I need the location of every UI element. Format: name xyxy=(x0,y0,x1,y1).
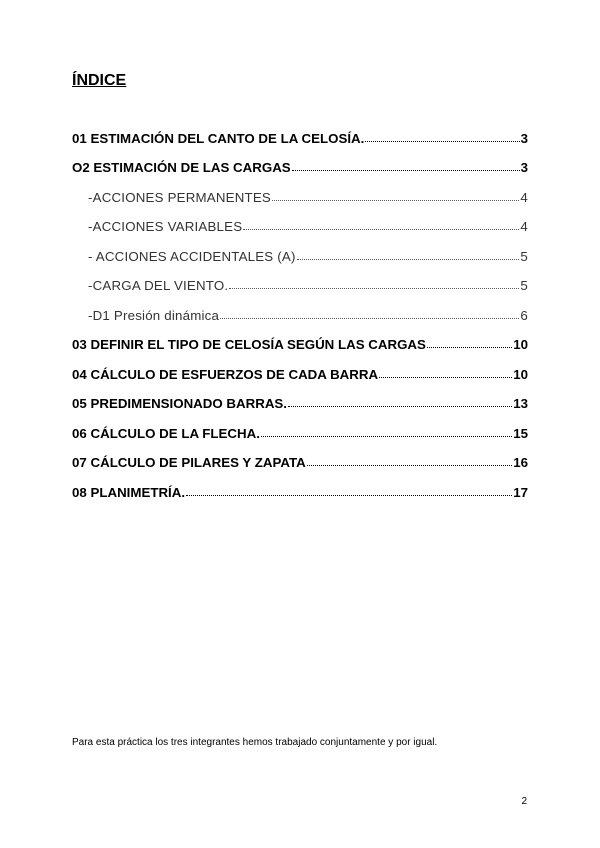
toc-entry-page: 3 xyxy=(520,160,528,175)
page-number: 2 xyxy=(521,796,527,807)
toc-entry[interactable] xyxy=(72,474,528,504)
toc-entry-page: 4 xyxy=(520,219,528,234)
toc-entry[interactable] xyxy=(72,120,528,150)
dot-leader xyxy=(427,347,512,348)
toc-entry[interactable] xyxy=(72,415,528,445)
toc-entry[interactable] xyxy=(72,150,528,180)
table-of-contents xyxy=(72,120,528,504)
toc-entry-page: 10 xyxy=(513,366,528,382)
dot-leader xyxy=(307,465,512,466)
toc-entry-label: 05 PREDIMENSIONADO BARRAS. xyxy=(72,396,287,411)
toc-entry-page: 13 xyxy=(513,396,528,411)
toc-entry-label: 07 CÁLCULO DE PILARES Y ZAPATA xyxy=(72,455,306,470)
dot-leader xyxy=(261,436,512,437)
toc-entry-label: - ACCIONES ACCIDENTALES (A) xyxy=(88,248,296,264)
toc-subentry[interactable] xyxy=(72,268,528,298)
toc-entry-page: 3 xyxy=(520,130,528,146)
toc-entry[interactable] xyxy=(72,327,528,357)
dot-leader xyxy=(220,318,519,319)
toc-subentry[interactable] xyxy=(72,209,528,239)
dot-leader xyxy=(272,200,519,201)
dot-leader xyxy=(186,495,512,496)
toc-entry-label: 01 ESTIMACIÓN DEL CANTO DE LA CELOSÍA. xyxy=(72,130,365,146)
toc-subentry[interactable] xyxy=(72,297,528,327)
toc-entry-page: 4 xyxy=(520,189,528,205)
footnote: Para esta práctica los tres integrantes hemos trabajado conjuntamente y por igual. xyxy=(72,737,438,748)
toc-entry-label: 06 CÁLCULO DE LA FLECHA. xyxy=(72,425,260,441)
toc-entry[interactable] xyxy=(72,386,528,416)
page-title: ÍNDICE xyxy=(72,72,127,89)
toc-entry-label: -CARGA DEL VIENTO. xyxy=(88,278,229,293)
toc-entry[interactable] xyxy=(72,356,528,386)
toc-entry[interactable] xyxy=(72,445,528,475)
toc-entry-label: 03 DEFINIR EL TIPO DE CELOSÍA SEGÚN LAS CARGAS xyxy=(72,337,426,352)
dot-leader xyxy=(243,229,519,230)
dot-leader xyxy=(288,406,512,407)
toc-entry-page: 5 xyxy=(520,278,528,293)
toc-entry-label: -ACCIONES VARIABLES xyxy=(88,219,243,234)
toc-entry-page: 5 xyxy=(520,248,528,264)
dot-leader xyxy=(229,288,519,289)
toc-entry-page: 10 xyxy=(513,337,528,352)
toc-entry-page: 17 xyxy=(513,484,528,500)
toc-entry-page: 6 xyxy=(520,307,528,323)
toc-entry-page: 16 xyxy=(513,455,528,470)
toc-entry-label: -ACCIONES PERMANENTES xyxy=(88,189,271,205)
toc-entry-page: 15 xyxy=(513,425,528,441)
toc-entry-label: -D1 Presión dinámica xyxy=(88,307,220,323)
dot-leader xyxy=(365,141,519,142)
dot-leader xyxy=(292,170,520,171)
toc-entry-label: 08 PLANIMETRÍA. xyxy=(72,484,186,500)
toc-subentry[interactable] xyxy=(72,238,528,268)
dot-leader xyxy=(379,377,512,378)
toc-entry-label: O2 ESTIMACIÓN DE LAS CARGAS xyxy=(72,160,291,175)
toc-entry-label: 04 CÁLCULO DE ESFUERZOS DE CADA BARRA xyxy=(72,366,379,382)
dot-leader xyxy=(297,259,520,260)
toc-subentry[interactable] xyxy=(72,179,528,209)
